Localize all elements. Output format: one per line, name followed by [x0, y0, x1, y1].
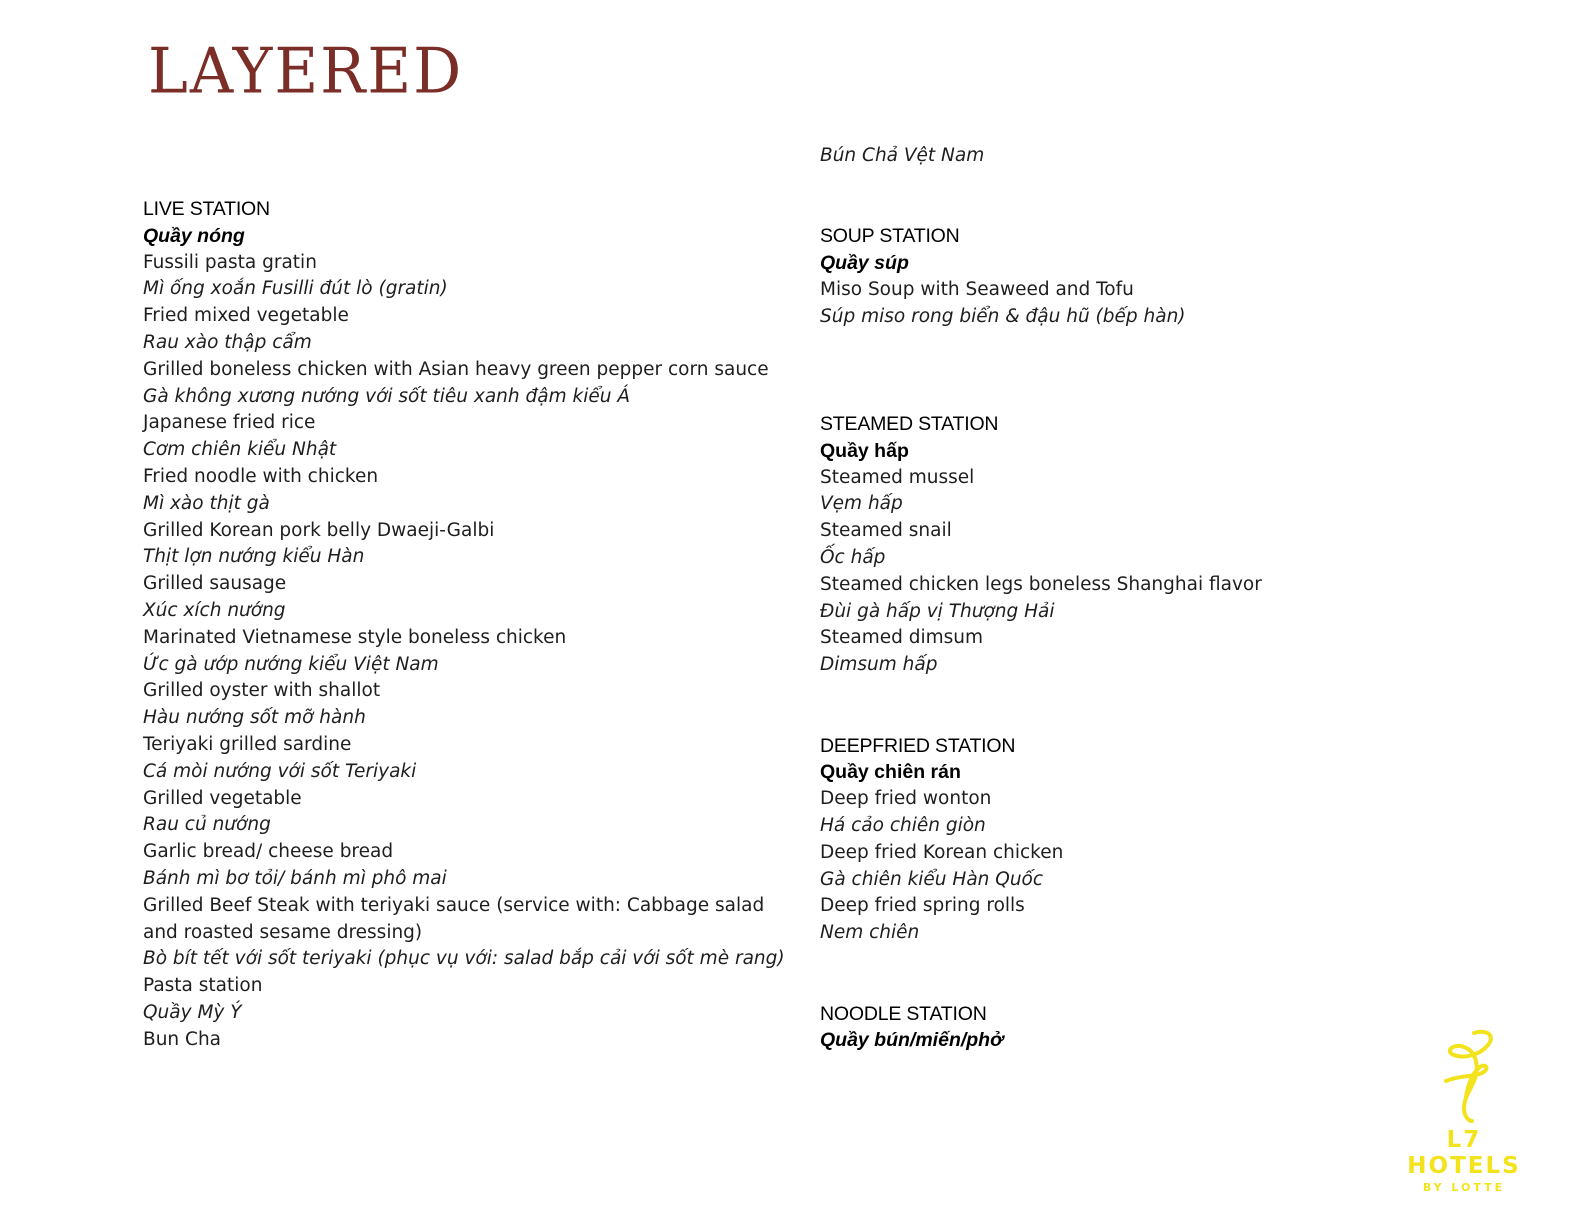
menu-item-en: Grilled sausage — [143, 573, 287, 595]
menu-item-vi: Thịt lợn nướng kiểu Hàn — [143, 546, 365, 568]
section-heading-noodle-station: NOODLE STATION — [820, 1002, 987, 1025]
menu-item-vi: Mì xào thịt gà — [143, 492, 270, 514]
menu-item-en: Fussili pasta gratin — [143, 251, 317, 273]
section-subheading-deepfried-station: Quầy chiên rán — [820, 761, 961, 784]
menu-item-en: Pasta station — [143, 975, 263, 997]
menu-item-en: Deep fried Korean chicken — [820, 841, 1064, 863]
menu-item-en: Grilled boneless chicken with Asian heavy green pepper corn sauce — [143, 358, 769, 380]
menu-item-en: and roasted sesame dressing) — [143, 921, 423, 943]
menu-item-en: Grilled oyster with shallot — [143, 680, 381, 702]
menu-item-vi: Cá mòi nướng với sốt Teriyaki — [143, 760, 417, 782]
menu-item-en: Grilled Beef Steak with teriyaki sauce (service with: Cabbage salad — [143, 894, 765, 916]
menu-item-vi: Dimsum hấp — [820, 654, 938, 676]
left-column — [143, 196, 785, 1054]
menu-item-vi: Rau củ nướng — [143, 814, 271, 836]
right-column — [820, 143, 1262, 1054]
section-heading-soup-station: SOUP STATION — [820, 225, 960, 248]
menu-item-vi: Ốc hấp — [820, 546, 886, 568]
menu-item-vi: Há cảo chiên giòn — [820, 814, 986, 836]
menu-item-en: Japanese fried rice — [143, 412, 316, 434]
section-heading-live-station: LIVE STATION — [143, 198, 270, 220]
section-subheading-live-station: Quầy nóng — [143, 224, 245, 247]
menu-item-en: Steamed dimsum — [820, 627, 984, 649]
menu-item-vi: Súp miso rong biển & đậu hũ (bếp hàn) — [820, 305, 1186, 327]
section-subheading-soup-station: Quầy súp — [820, 252, 909, 275]
l7-hotels-brand — [1388, 1025, 1540, 1195]
brand-subname: BY LOTTE — [1422, 1181, 1506, 1194]
menu-item-vi: Bún Chả Vệt Nam — [820, 145, 985, 166]
menu-item-en: Deep fried wonton — [820, 788, 992, 810]
soup-station-items — [820, 277, 1262, 331]
menu-item-vi: Nem chiên — [820, 922, 920, 944]
menu-item-vi: Gà không xương nướng với sốt tiêu xanh đậm kiểu Á — [143, 385, 630, 407]
menu-item-vi: Bánh mì bơ tỏi/ bánh mì phô mai — [143, 867, 447, 889]
brand-name: L7 HOTELS — [1407, 1127, 1521, 1179]
menu-item-en: Deep fried spring rolls — [820, 895, 1025, 917]
menu-item-en: Garlic bread/ cheese bread — [143, 841, 394, 863]
menu-item-en: Steamed chicken legs boneless Shanghai flavor — [820, 573, 1262, 595]
menu-item-vi: Vẹm hấp — [820, 493, 903, 515]
menu-item-vi: Xúc xích nướng — [143, 599, 286, 621]
menu-item-en: Fried noodle with chicken — [143, 465, 379, 487]
menu-item-en: Bun Cha — [143, 1028, 222, 1050]
steamed-station-items — [820, 465, 1262, 679]
menu-item-en: Fried mixed vegetable — [143, 305, 349, 327]
menu-item-vi: Đùi gà hấp vị Thượng Hải — [820, 600, 1055, 622]
l7-script-logo-icon — [1424, 1025, 1504, 1125]
menu-item-vi: Bò bít tết với sốt teriyaki (phục vụ với: salad bắp cải với sốt mè rang) — [143, 948, 785, 970]
deepfried-station-items — [820, 786, 1262, 947]
menu-item-en: Steamed snail — [820, 520, 952, 542]
section-subheading-steamed-station: Quầy hấp — [820, 439, 909, 462]
menu-item-en: Teriyaki grilled sardine — [143, 733, 352, 755]
live-station-items — [143, 250, 785, 893]
section-heading-steamed-station: STEAMED STATION — [820, 412, 999, 435]
menu-item-en: Grilled vegetable — [143, 787, 302, 809]
menu-item-vi: Ức gà ướp nướng kiểu Việt Nam — [143, 653, 439, 675]
section-subheading-noodle-station: Quầy bún/miến/phở — [820, 1029, 1004, 1052]
menu-item-vi: Mì ống xoắn Fusilli đút lò (gratin) — [143, 278, 448, 300]
section-heading-deepfried-station: DEEPFRIED STATION — [820, 734, 1016, 757]
layered-logo: LAYERED — [148, 34, 464, 109]
menu-item-en: Marinated Vietnamese style boneless chicken — [143, 626, 567, 648]
menu-item-en: Miso Soup with Seaweed and Tofu — [820, 278, 1134, 300]
menu-item-en: Grilled Korean pork belly Dwaeji-Galbi — [143, 519, 495, 541]
menu-item-vi: Rau xào thập cẩm — [143, 331, 312, 353]
menu-item-vi: Cơm chiên kiểu Nhật — [143, 439, 337, 461]
menu-item-vi: Hàu nướng sốt mỡ hành — [143, 707, 366, 729]
menu-item-vi: Quầy Mỳ Ý — [143, 1001, 242, 1023]
menu-item-vi: Gà chiên kiểu Hàn Quốc — [820, 868, 1044, 890]
menu-item-en: Steamed mussel — [820, 466, 975, 488]
